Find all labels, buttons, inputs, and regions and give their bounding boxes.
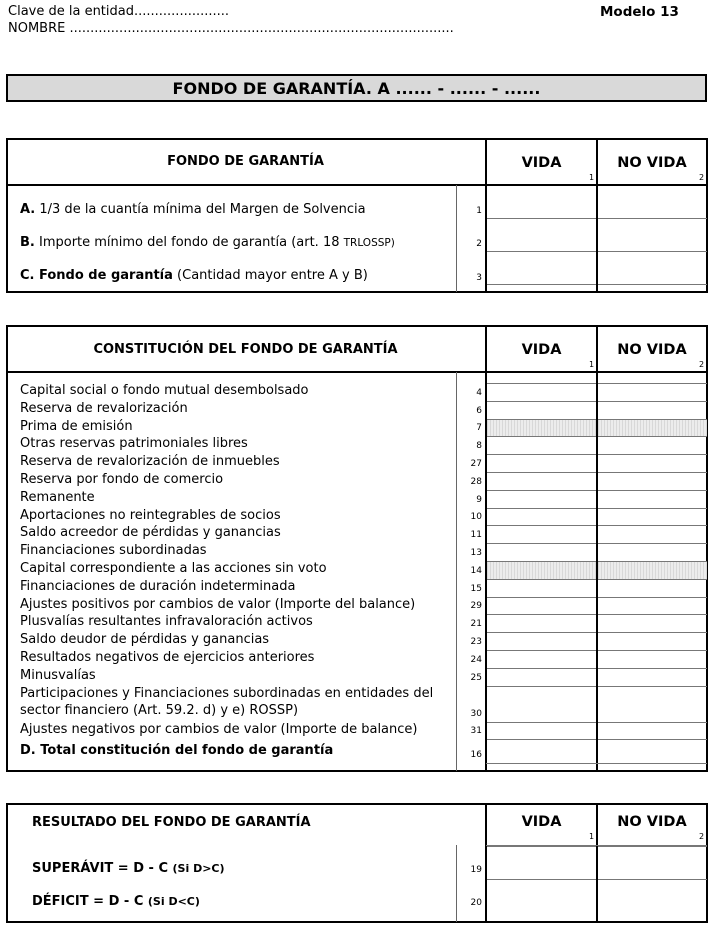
section1-title: FONDO DE GARANTÍA (167, 154, 324, 169)
section3-title: RESULTADO DEL FONDO DE GARANTÍA (32, 815, 311, 830)
input-vida-25[interactable] (487, 668, 596, 686)
col-vida-2: VIDA (521, 342, 562, 358)
input-vida-7[interactable] (487, 419, 596, 437)
input-no-vida-31[interactable] (598, 722, 707, 740)
constitucion-row-label: Capital correspondiente a las acciones sin voto (20, 561, 327, 576)
col-no-vida-3: NO VIDA (617, 814, 687, 830)
row-deficit: DÉFICIT = D - C (Si D<C) (32, 894, 200, 909)
constitucion-row-label: Otras reservas patrimoniales libres (20, 436, 248, 452)
input-vida-31[interactable] (487, 722, 596, 740)
constitucion-row-label: Plusvalías resultantes infravaloración activos (20, 614, 313, 630)
input-no-vida-25[interactable] (598, 668, 707, 686)
input-vida-result-1[interactable] (487, 846, 596, 879)
input-no-vida-15[interactable] (598, 579, 707, 597)
constitucion-row-num: 14 (470, 565, 482, 576)
input-no-vida-row-1[interactable] (598, 218, 707, 251)
constitucion-row-label: Remanente (20, 489, 95, 505)
input-vida-28[interactable] (487, 472, 596, 490)
input-no-vida-16[interactable] (598, 739, 707, 763)
constitucion-row-num: 8 (476, 441, 482, 452)
input-vida-row-1[interactable] (487, 218, 596, 251)
constitucion-row-num: 9 (476, 494, 482, 505)
constitucion-row-label: Reserva por fondo de comercio (20, 472, 224, 487)
constitucion-row-num: 23 (470, 637, 482, 647)
input-no-vida-9[interactable] (598, 490, 707, 508)
input-vida-30[interactable] (487, 686, 596, 722)
constitucion-row-num: 21 (470, 619, 482, 630)
input-vida-21[interactable] (487, 614, 596, 632)
constitucion-row-num: 30 (470, 708, 482, 719)
input-no-vida-23[interactable] (598, 632, 707, 650)
input-no-vida-28[interactable] (598, 472, 707, 490)
input-no-vida-29[interactable] (598, 597, 707, 615)
input-vida-24[interactable] (487, 650, 596, 668)
input-vida-15[interactable] (487, 579, 596, 597)
input-vida-13[interactable] (487, 543, 596, 561)
constitucion-row-num: 25 (470, 672, 482, 683)
input-no-vida-8[interactable] (598, 436, 707, 454)
constitucion-row-num: 28 (470, 476, 482, 487)
input-vida-row-3[interactable] (487, 284, 596, 317)
input-no-vida-24[interactable] (598, 650, 707, 668)
col-vida: VIDA (521, 155, 562, 171)
constitucion-row-label: Prima de emisión (20, 418, 133, 434)
input-vida-result-2[interactable] (487, 879, 596, 912)
input-vida-4[interactable] (487, 383, 596, 401)
input-no-vida-30[interactable] (598, 686, 707, 722)
constitucion-row-label: Financiaciones subordinadas (20, 543, 207, 559)
constitucion-row-num: 27 (470, 459, 482, 469)
constitucion-row-label: Capital social o fondo mutual desembolsado (20, 383, 309, 398)
input-vida-6[interactable] (487, 401, 596, 419)
constitucion-row-num: 4 (476, 387, 482, 398)
input-vida-27[interactable] (487, 454, 596, 472)
constitucion-row-label: Reserva de revalorización (20, 400, 188, 416)
input-vida-10[interactable] (487, 508, 596, 526)
row-superavit: SUPERÁVIT = D - C (Si D>C) (32, 861, 225, 876)
constitucion-row-num: 24 (470, 654, 482, 665)
constitucion-row-label: Participaciones y Financiaciones subordinadas en entidades del (20, 685, 434, 701)
constitucion-row-label: D. Total constitución del fondo de garantía (20, 743, 334, 759)
col-no-vida: NO VIDA (617, 155, 687, 171)
constitucion-row-num: 6 (476, 405, 482, 416)
constitucion-row-label: Saldo deudor de pérdidas y ganancias (20, 632, 270, 648)
input-no-vida-27[interactable] (598, 454, 707, 472)
constitucion-row-label: Resultados negativos de ejercicios anteriores (20, 650, 315, 665)
input-no-vida-result-1[interactable] (598, 846, 707, 879)
input-vida-29[interactable] (487, 597, 596, 615)
constitucion-row-label-line2: sector financiero (Art. 59.2. d) y e) ROSSP) (20, 702, 299, 718)
section2-title: CONSTITUCIÓN DEL FONDO DE GARANTÍA (93, 342, 398, 357)
input-vida-16[interactable] (487, 739, 596, 763)
constitucion-row-label: Ajustes negativos por cambios de valor (Importe de balance) (20, 721, 418, 737)
input-vida-11[interactable] (487, 525, 596, 543)
entity-key-label: Clave de la entidad....................... (8, 4, 230, 19)
constitucion-row-label: Reserva de revalorización de inmuebles (20, 454, 280, 470)
input-no-vida-13[interactable] (598, 543, 707, 561)
input-no-vida-14[interactable] (598, 561, 707, 579)
constitucion-row-num: 16 (470, 750, 482, 761)
row-c: C. Fondo de garantía (Cantidad mayor entre A y B) (20, 268, 368, 283)
input-no-vida-21[interactable] (598, 614, 707, 632)
input-no-vida-10[interactable] (598, 508, 707, 526)
constitucion-row-num: 15 (470, 583, 482, 594)
page-title: FONDO DE GARANTÍA. A ...... - ...... - ...... (6, 74, 707, 102)
input-vida-9[interactable] (487, 490, 596, 508)
constitucion-row-num: 31 (470, 726, 482, 737)
constitucion-row-num: 10 (470, 512, 482, 523)
entity-name-label: NOMBRE ............................................................................................. (8, 21, 454, 36)
input-vida-row-2[interactable] (487, 251, 596, 284)
constitucion-row-label: Financiaciones de duración indeterminada (20, 578, 296, 594)
row-a: A. 1/3 de la cuantía mínima del Margen de Solvencia (20, 202, 366, 217)
input-no-vida-row-2[interactable] (598, 251, 707, 284)
row-b: B. Importe mínimo del fondo de garantía (art. 18 TRLOSSP) (20, 235, 395, 250)
constitucion-row-num: 29 (470, 601, 482, 612)
input-no-vida-result-2[interactable] (598, 879, 707, 912)
input-no-vida-row-3[interactable] (598, 284, 707, 317)
input-vida-8[interactable] (487, 436, 596, 454)
constitucion-row-label: Saldo acreedor de pérdidas y ganancias (20, 525, 281, 541)
constitucion-row-label: Minusvalías (20, 667, 96, 683)
input-vida-14[interactable] (487, 561, 596, 579)
constitucion-row-label: Ajustes positivos por cambios de valor (Importe del balance) (20, 596, 416, 612)
input-vida-23[interactable] (487, 632, 596, 650)
col-vida-3: VIDA (521, 814, 562, 830)
model-label: Modelo 13 (600, 4, 679, 20)
input-no-vida-11[interactable] (598, 525, 707, 543)
constitucion-row-num: 7 (476, 423, 482, 434)
constitucion-row-num: 11 (470, 530, 482, 541)
constitucion-row-label: Aportaciones no reintegrables de socios (20, 507, 281, 523)
col-no-vida-2: NO VIDA (617, 342, 687, 358)
constitucion-row-num: 13 (470, 548, 482, 558)
input-no-vida-6[interactable] (598, 401, 707, 419)
input-no-vida-4[interactable] (598, 383, 707, 401)
input-no-vida-7[interactable] (598, 419, 707, 437)
